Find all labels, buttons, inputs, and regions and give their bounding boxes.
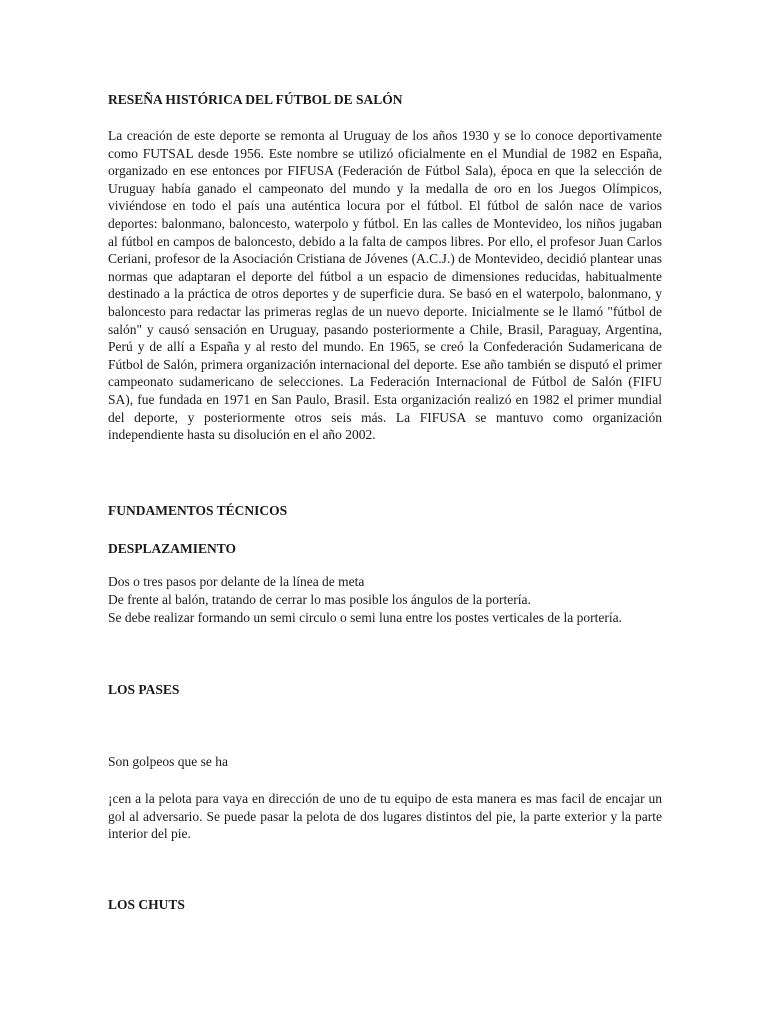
intro-paragraph: La creación de este deporte se remonta al Uruguay de los años 1930 y se lo conoce deportivamente como FUTSAL desde 1956. Este nombre se utilizó oficialmente en el Mundial de 1982 en España, organizado en ese entonces por FIFUSA (Federación de Fútbol Sala), época en que la selección de Uruguay había ganado el campeonato del mundo y la medalla de oro en los Juegos Olímpicos, viviéndose en todo el país una auténtica locura por el fútbol. El fútbol de salón nace de varios deportes: balonmano, baloncesto, waterpolo y fútbol. En las calles de Montevideo, los niños jugaban al fútbol en campos de baloncesto, debido a la falta de campos libres. Por ello, el profesor Juan Carlos Ceriani, profesor de la Asociación Cristiana de Jóvenes (A.C.J.) de Montevideo, decidió plantear unas normas que adaptaran el deporte del fútbol a un espacio de dimensiones reducidas, habitualmente destinado a la práctica de otros deportes y de superficie dura. Se basó en el waterpolo, balonmano, y baloncesto para redactar las primeras reglas de un nuevo deporte. Inicialmente se le llamó "fútbol de salón" y causó sensación en Uruguay, pasando posteriormente a Chile, Brasil, Paraguay, Argentina, Perú y de allí a España y al resto del mundo. En 1965, se creó la Confederación Sudamericana de Fútbol de Salón, primera organización internacional del deporte. Ese año también se disputó el primer campeonato sudamericano de selecciones. La Federación Internacional de Fútbol de Salón (FIFU SA), fue fundada en 1971 en San Paulo, Brasil. Esta organización realizó en 1982 el primer mundial del deporte, y posteriormente otros seis más. La FIFUSA se mantuvo como organización independiente hasta su disolución en el año 2002. xyxy=(108,128,662,443)
desplazamiento-line-2: De frente al balón, tratando de cerrar lo mas posible los ángulos de la portería. xyxy=(108,592,531,607)
pases-line-1: Son golpeos que se ha xyxy=(108,754,228,769)
desplazamiento-line-1: Dos o tres pasos por delante de la línea de meta xyxy=(108,574,365,589)
section-heading-desplazamiento: DESPLAZAMIENTO xyxy=(108,541,237,556)
desplazamiento-paragraph: Se debe realizar formando un semi circulo o semi luna entre los postes verticales de la portería. xyxy=(108,610,622,625)
pases-paragraph: ¡cen a la pelota para vaya en dirección de uno de tu equipo de esta manera es mas facil de encajar un gol al adversario. Se puede pasar la pelota de dos lugares distintos del pie, la parte exterior y la parte interior del pie. xyxy=(108,791,662,842)
section-heading-fundamentos-tecnicos: FUNDAMENTOS TÉCNICOS xyxy=(108,503,288,518)
section-heading-los-pases: LOS PASES xyxy=(108,682,180,697)
section-heading-los-chuts: LOS CHUTS xyxy=(108,897,185,912)
document-title: RESEÑA HISTÓRICA DEL FÚTBOL DE SALÓN xyxy=(108,92,403,107)
